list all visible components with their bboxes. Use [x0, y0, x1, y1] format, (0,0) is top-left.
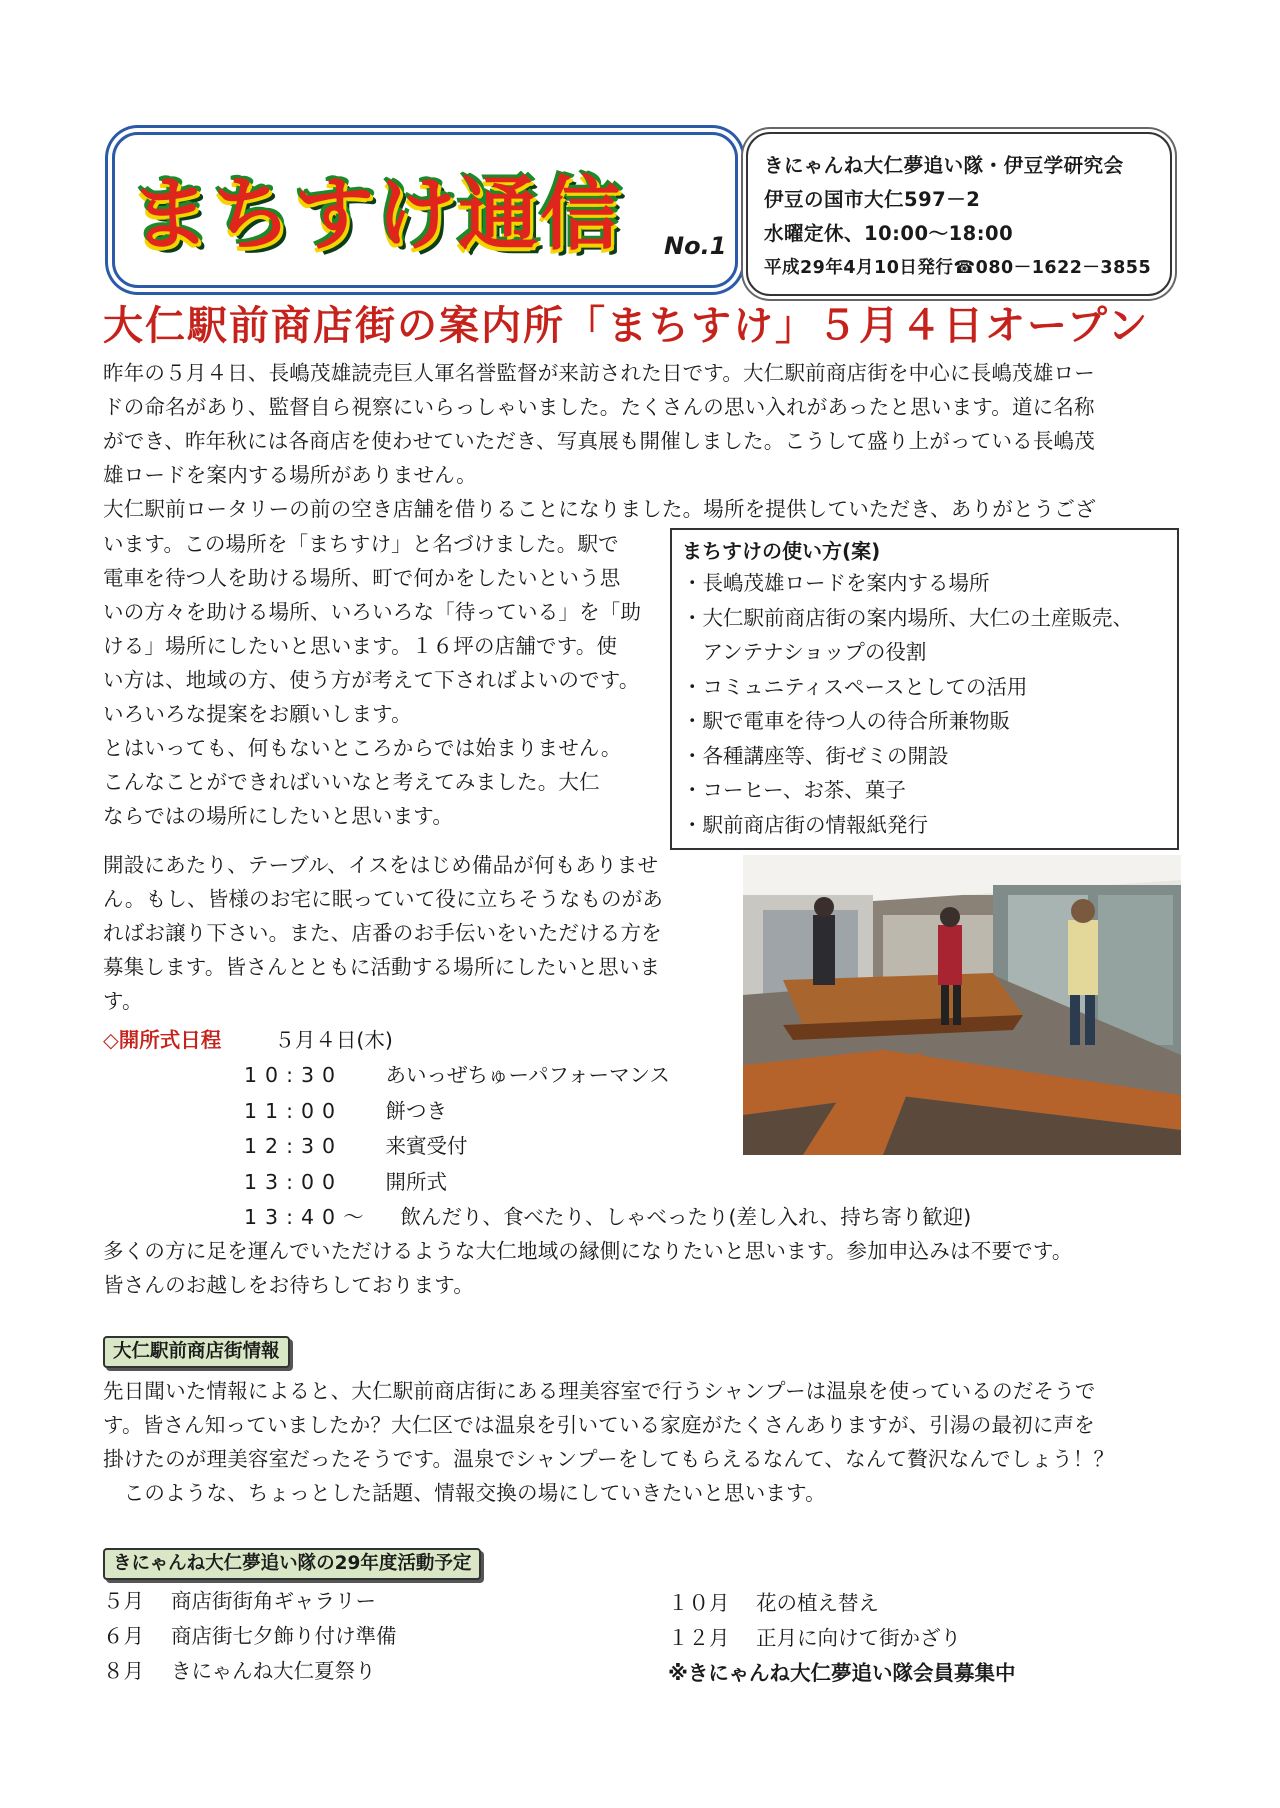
body-line: 皆さんのお越しをお待ちしております。	[103, 1273, 474, 1297]
body-line: ならではの場所にしたいと思います。	[103, 804, 454, 828]
schedule-row	[244, 1058, 971, 1094]
plan-event: 花の植え替え	[756, 1591, 879, 1615]
body-line: 募集します。皆さんとともに活動する場所にしたいと思いま	[103, 955, 661, 979]
plan-event: きにゃんね大仁夏祭り	[171, 1659, 376, 1683]
usage-item: アンテナショップの役割	[682, 640, 927, 664]
plan-item	[103, 1654, 397, 1689]
publisher-address: 伊豆の国市大仁597－2	[764, 188, 981, 211]
schedule-row	[244, 1200, 971, 1236]
intro-line: ができ、昨年秋には各商店を使わせていただき、写真展も開催しました。こうして盛り上がっている長嶋茂	[103, 429, 1095, 453]
plan-month: ８月	[103, 1659, 144, 1683]
plan-item	[103, 1584, 397, 1619]
body-line: このような、ちょっとした話題、情報交換の場にしていきたいと思います。	[103, 1481, 826, 1505]
body-line: ける」場所にしたいと思います。１６坪の店舗です。使	[103, 634, 618, 658]
schedule-event: 来賓受付	[385, 1134, 468, 1158]
schedule-time: 12:30	[244, 1134, 344, 1158]
usage-item: ・駅で電車を待つ人の待合所兼物販	[682, 709, 1010, 733]
plan-event: 正月に向けて街かざり	[756, 1626, 961, 1650]
opening-date: ５月４日(木)	[274, 1028, 393, 1052]
plan-event: 商店街七夕飾り付け準備	[171, 1624, 397, 1648]
schedule-event: 開所式	[385, 1169, 448, 1194]
left-column-text	[103, 527, 641, 833]
plans-right-list	[668, 1586, 1016, 1691]
usage-item: ・大仁駅前商店街の案内場所、大仁の土産販売、	[682, 605, 1133, 630]
schedule-row	[244, 1094, 971, 1130]
body-line: 先日聞いた情報によると、大仁駅前商店街にある理美容室で行うシャンプーは温泉を使っているのだそうで	[103, 1379, 1096, 1403]
publish-date-phone: 平成29年4月10日発行☎080－1622－3855	[764, 258, 1152, 278]
body-line: い方は、地域の方、使う方が考えて下さればよいのです。	[103, 668, 640, 692]
plan-item	[668, 1586, 1016, 1621]
newsletter-title: まちすけ通信	[130, 168, 622, 261]
body-line: いろいろな提案をお願いします。	[103, 702, 412, 726]
schedule-time: 13:00	[244, 1169, 344, 1194]
body-line: 電車を待つ人を助ける場所、町で何かをしたいという思	[103, 566, 621, 590]
plan-month: ６月	[103, 1624, 144, 1648]
body-line: ればお譲り下さい。また、店番のお手伝いをいただける方を	[103, 921, 662, 945]
usage-box	[670, 528, 1179, 850]
usage-item: ・長嶋茂雄ロードを案内する場所	[682, 571, 990, 595]
schedule-row	[244, 1129, 971, 1165]
body-line: す。皆さん知っていましたか？大仁区では温泉を引いている家庭がたくさんありますが、引湯の最初に声を	[103, 1413, 1095, 1437]
plans-section-label: きにゃんね大仁夢追い隊の29年度活動予定	[103, 1548, 481, 1580]
plan-item	[103, 1619, 397, 1654]
issue-number: No.1	[664, 232, 727, 260]
plan-event: 商店街街角ギャラリー	[171, 1589, 376, 1613]
intro-line: 大仁駅前ロータリーの前の空き店舗を借りることになりました。場所を提供していただき、ありがとうござ	[103, 497, 1096, 521]
usage-item: ・コーヒー、お茶、菓子	[682, 778, 906, 802]
schedule-row	[244, 1165, 971, 1201]
body-line: とはいっても、何もないところからでは始まりません。	[103, 736, 622, 760]
business-hours: 水曜定休、10:00～18:00	[764, 222, 1014, 245]
usage-item: ・各種講座等、街ゼミの開設	[682, 743, 949, 768]
usage-item: ・駅前商店街の情報紙発行	[682, 812, 928, 837]
body-line: いの方々を助ける場所、いろいろな「待っている」を「助	[103, 600, 642, 624]
usage-item: ・コミュニティスペースとしての活用	[682, 674, 1028, 699]
schedule-list	[244, 1058, 971, 1236]
equipment-text	[103, 848, 663, 1018]
schedule-event: 餅つき	[385, 1098, 448, 1123]
schedule-time: 10:30	[244, 1063, 344, 1087]
plans-left-list	[103, 1584, 397, 1689]
body-line: 掛けたのが理美容室だったそうです。温泉でシャンプーをしてもらえるなんて、なんて贅沢なんでしょう！？	[103, 1447, 1115, 1471]
info-text	[103, 1374, 1114, 1510]
plan-month: １２月	[668, 1626, 730, 1650]
headline: 大仁駅前商店街の案内所「まちすけ」５月４日オープン	[103, 303, 1150, 349]
body-line: います。この場所を「まちすけ」と名づけました。駅で	[103, 532, 619, 556]
opening-header	[103, 1023, 393, 1057]
publisher-name: きにゃんね大仁夢追い隊・伊豆学研究会	[764, 154, 1124, 177]
body-line: 開設にあたり、テーブル、イスをはじめ備品が何もありませ	[103, 853, 659, 877]
member-recruit-note: ※きにゃんね大仁夢追い隊会員募集中	[668, 1661, 1016, 1685]
intro-text	[103, 356, 1096, 526]
usage-title: まちすけの使い方(案)	[682, 539, 881, 563]
schedule-event: あいっぜちゅーパフォーマンス	[385, 1063, 670, 1087]
body-line: 多くの方に足を運んでいただけるような大仁地域の縁側になりたいと思います。参加申込みは不要です。	[103, 1239, 1073, 1263]
plan-month: １０月	[668, 1591, 730, 1615]
body-line: こんなことができればいいなと考えてみました。大仁	[103, 770, 600, 794]
info-section-label: 大仁駅前商店街情報	[103, 1336, 290, 1368]
plan-month: ５月	[103, 1589, 144, 1613]
body-line: す。	[103, 989, 143, 1013]
body-line: ん。もし、皆様のお宅に眠っていて役に立ちそうなものがあ	[103, 887, 664, 911]
intro-line: ドの命名があり、監督自ら視察にいらっしゃいました。たくさんの思い入れがあったと思います。道に名称	[103, 395, 1095, 419]
closing-text	[103, 1234, 1073, 1302]
schedule-time: 11:00	[244, 1098, 344, 1123]
opening-label: ◇開所式日程	[103, 1028, 222, 1052]
intro-line: 昨年の５月４日、長嶋茂雄読売巨人軍名誉監督が来訪された日です。大仁駅前商店街を中心に長嶋茂雄ロー	[103, 361, 1095, 385]
plan-item	[668, 1621, 1016, 1656]
schedule-event: 飲んだり、食べたり、しゃべったり(差し入れ、持ち寄り歓迎)	[400, 1205, 972, 1229]
intro-line: 雄ロードを案内する場所がありません。	[103, 463, 477, 487]
schedule-time: 13:40～	[244, 1205, 372, 1229]
